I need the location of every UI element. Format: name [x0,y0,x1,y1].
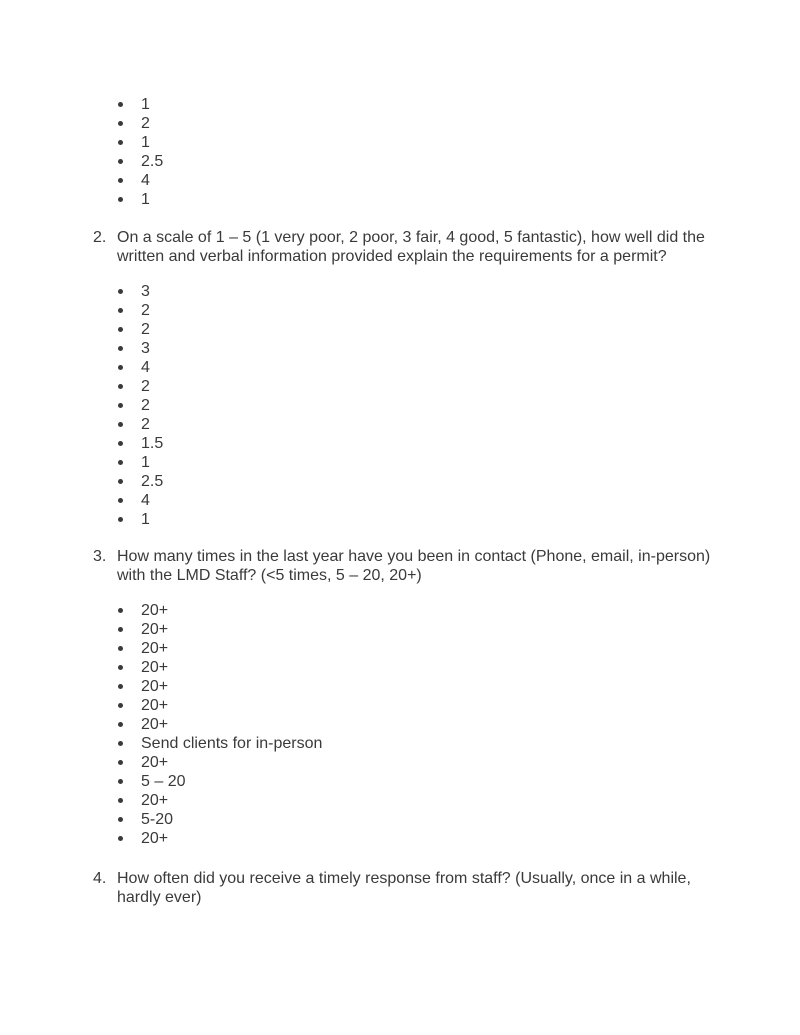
question-3 [93,547,713,585]
question-text: How often did you receive a timely response from staff? (Usually, once in a while, hardly ever) [117,870,691,906]
list-item: 20+ [117,715,322,734]
q3-answer-list [117,601,322,848]
list-item: 2.5 [117,152,163,171]
list-item: 1 [117,510,163,529]
question-text: How many times in the last year have you been in contact (Phone, email, in-person) with the LMD Staff? (<5 times, 5 – 20, 20+) [117,548,711,584]
list-item: 20+ [117,829,322,848]
q2-answer-list [117,282,163,529]
list-item: 2 [117,301,163,320]
list-item: 20+ [117,658,322,677]
list-item: 4 [117,171,163,190]
question-number: 4. [93,870,107,887]
list-item: 20+ [117,639,322,658]
q1-answer-list [117,95,163,209]
list-item: 1 [117,453,163,472]
list-item: 2 [117,377,163,396]
list-item: 1 [117,133,163,152]
list-item: 20+ [117,677,322,696]
list-item: 2 [117,114,163,133]
list-item: 5 – 20 [117,772,322,791]
list-item: 2.5 [117,472,163,491]
list-item: 20+ [117,620,322,639]
question-text: On a scale of 1 – 5 (1 very poor, 2 poor, 3 fair, 4 good, 5 fantastic), how well did the written and verbal information provided explain the requirements for a permit? [117,229,705,265]
list-item: 2 [117,320,163,339]
list-item: 1 [117,95,163,114]
list-item: 20+ [117,696,322,715]
list-item: 20+ [117,601,322,620]
question-2 [93,228,713,266]
list-item: 3 [117,282,163,301]
list-item: 4 [117,358,163,377]
list-item: 2 [117,396,163,415]
list-item: 20+ [117,791,322,810]
list-item: 20+ [117,753,322,772]
list-item: 2 [117,415,163,434]
question-4 [93,869,713,907]
list-item: 1 [117,190,163,209]
list-item: 3 [117,339,163,358]
question-number: 3. [93,548,107,565]
list-item: 4 [117,491,163,510]
list-item: 1.5 [117,434,163,453]
question-number: 2. [93,229,107,246]
list-item: 5-20 [117,810,322,829]
list-item: Send clients for in-person [117,734,322,753]
